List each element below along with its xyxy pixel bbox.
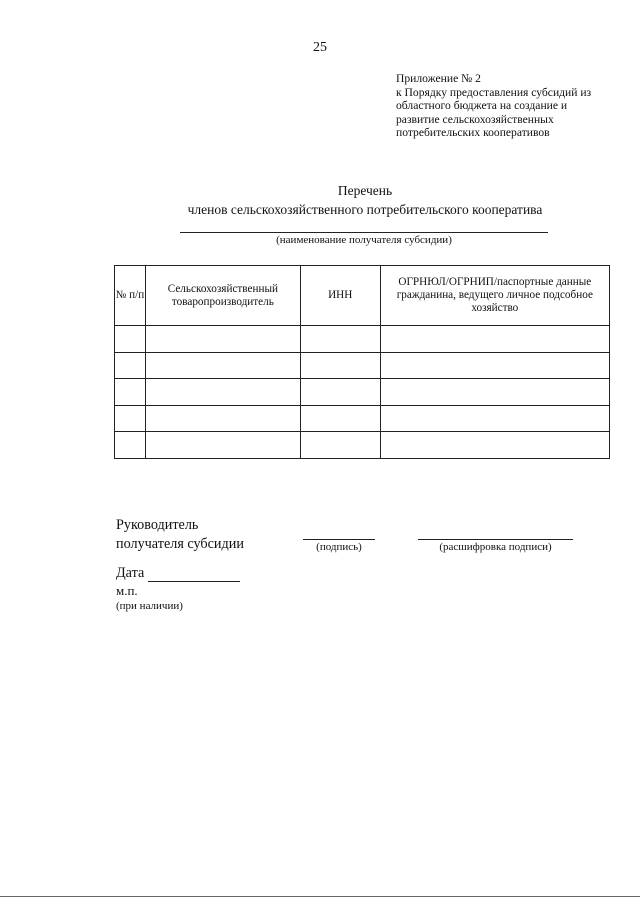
table-cell[interactable] [115,432,146,459]
table-cell[interactable] [300,405,380,432]
table-cell[interactable] [380,352,609,379]
recipient-caption: (наименование получателя субсидии) [276,234,452,246]
table-cell[interactable] [300,352,380,379]
appendix-line: потребительских кооперативов [396,126,550,140]
date-field[interactable] [148,567,240,582]
table-cell[interactable] [380,379,609,406]
table-cell[interactable] [115,352,146,379]
signature-caption: (подпись) [316,541,362,553]
header-inn: ИНН [300,266,380,326]
table-cell[interactable] [145,379,300,406]
appendix-line: Приложение № 2 [396,72,481,85]
table-cell[interactable] [145,405,300,432]
appendix-line: областного бюджета на создание и [396,99,568,113]
table-cell[interactable] [380,326,609,353]
stamp-label: м.п. [116,583,138,598]
table-cell[interactable] [115,405,146,432]
page-bottom-divider [0,896,640,897]
table-cell[interactable] [380,432,609,459]
header-number: № п/п [115,266,146,326]
table-row [115,379,610,406]
header-registration: ОГРНЮЛ/ОГРНИП/паспортные данные гражданина, ведущего личное подсобное хозяйство [380,266,609,326]
table-cell[interactable] [300,326,380,353]
appendix-line: к Порядку предоставления субсидий из [396,85,592,99]
signature-line[interactable] [303,539,375,540]
date-label: Дата [116,565,145,581]
table-cell[interactable] [115,326,146,353]
head-label-line-2: получателя субсидии [116,536,244,552]
table-cell[interactable] [115,379,146,406]
title-line-1: Перечень [337,183,393,198]
appendix-line: развитие сельскохозяйственных [396,112,554,126]
recipient-head-label [116,516,244,554]
table-row [115,326,610,353]
recipient-name-line[interactable] [180,232,548,233]
table-cell[interactable] [300,432,380,459]
table-row [115,405,610,432]
table-cell[interactable] [145,432,300,459]
page-number: 25 [313,40,327,55]
table-row [115,432,610,459]
decryption-caption: (расшифровка подписи) [439,541,552,553]
stamp-note: (при наличии) [116,600,183,612]
appendix-note [396,72,632,140]
table-cell[interactable] [300,379,380,406]
table-cell[interactable] [145,326,300,353]
header-producer: Сельскохозяйственный товаропроизводитель [145,266,300,326]
table-header-row [115,266,610,326]
members-table [114,265,610,459]
table-cell[interactable] [380,405,609,432]
table-cell[interactable] [145,352,300,379]
table-row [115,352,610,379]
title-line-2: членов сельскохозяйственного потребительского кооператива [187,202,543,217]
document-title [0,181,640,219]
date-row [116,565,240,582]
decryption-line[interactable] [418,539,573,540]
head-label-line-1: Руководитель [116,517,199,533]
